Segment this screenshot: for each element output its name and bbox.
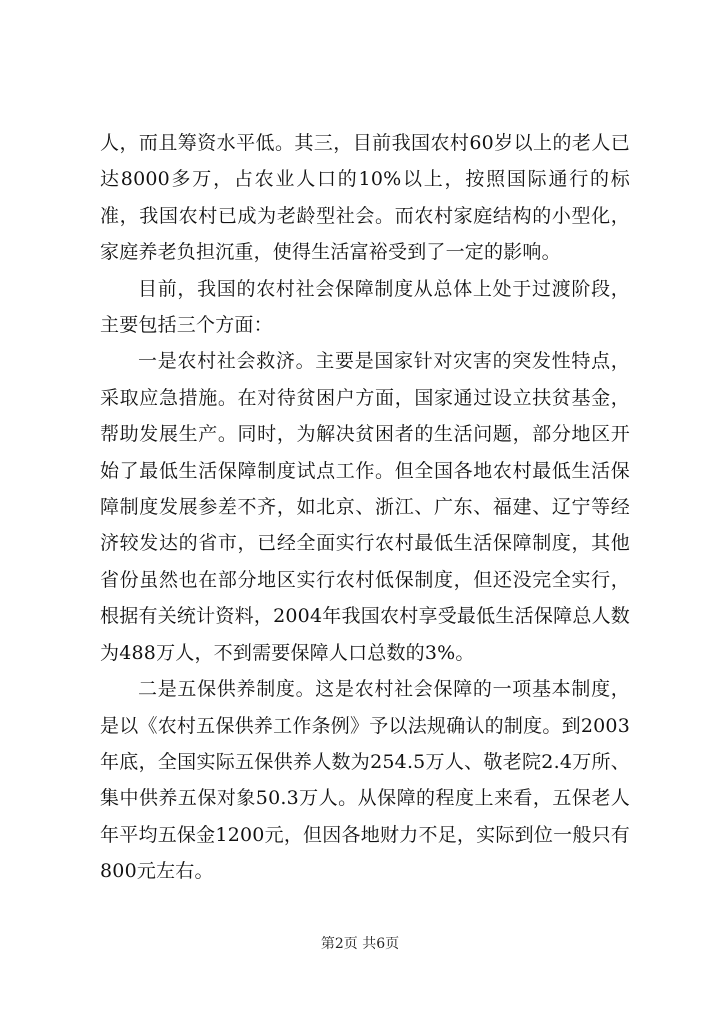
paragraph-continuation: 人，而且筹资水平低。其三，目前我国农村60岁以上的老人已达8000多万，占农业人口的10%以上，按照国际通行的标准，我国农村已成为老龄型社会。而农村家庭结构的小型化，家庭养老负担沉重，使得生活富裕受到了一定的影响。 — [100, 132, 630, 264]
body-text — [100, 125, 630, 890]
page-footer: 第2页 共6页 — [320, 936, 400, 952]
paragraph-overview: 目前，我国的农村社会保障制度从总体上处于过渡阶段，主要包括三个方面： — [100, 277, 630, 337]
paragraph-five-guarantees: 二是五保供养制度。这是农村社会保障的一项基本制度，是以《农村五保供养工作条例》予以法规确认的制度。到2003年底，全国实际五保供养人数为254.5万人、敬老院2.4万所、集中供养五保对象50.3万人。从保障的程度上来看，五保老人年平均五保金1200元，但因各地财力不足，实际到位一般只有800元左右。 — [100, 678, 630, 883]
paragraph-social-relief: 一是农村社会救济。主要是国家针对灾害的突发性特点，采取应急措施。在对待贫困户方面，国家通过设立扶贫基金，帮助发展生产。同时，为解决贫困者的生活问题，部分地区开始了最低生活保障制度试点工作。但全国各地农村最低生活保障制度发展参差不齐，如北京、浙江、广东、福建、辽宁等经济较发达的省市，已经全面实行农村最低生活保障制度，其他省份虽然也在部分地区实行农村低保制度，但还没完全实行，根据有关统计资料，2004年我国农村享受最低生活保障总人数为488万人，不到需要保障人口总数的3%。 — [100, 350, 630, 664]
